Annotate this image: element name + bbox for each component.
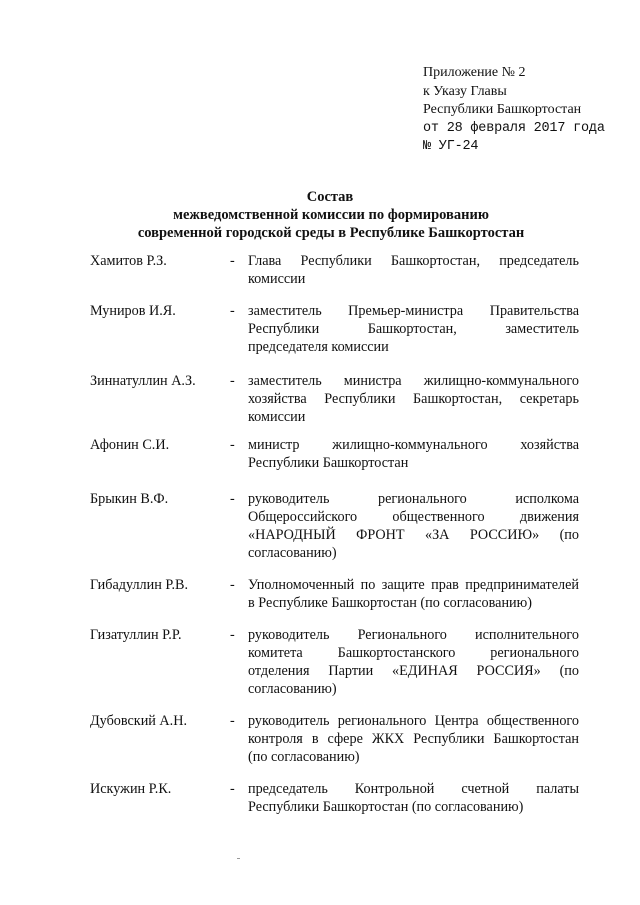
member-dash: - xyxy=(230,373,235,389)
member-role xyxy=(248,780,579,816)
member-list xyxy=(90,252,590,816)
title-line-2: межведомственной комиссии по формированию xyxy=(173,207,489,223)
member-role xyxy=(248,626,579,698)
member-role-line: Общероссийского общественного движения xyxy=(248,509,579,525)
member-role-line: Республики Башкортостан (по согласованию) xyxy=(248,799,524,815)
member-name: Искужин Р.К. xyxy=(90,781,172,797)
member-role-line: комитета Башкортостанского регионального xyxy=(248,645,579,661)
member-role-line: руководитель регионального исполкома xyxy=(248,491,579,507)
member-dash: - xyxy=(230,577,235,593)
member-name: Гизатуллин Р.Р. xyxy=(90,627,182,643)
appendix-republic: Республики Башкортостан xyxy=(423,102,582,117)
member-dash: - xyxy=(230,491,235,507)
member-role-line: руководитель регионального Центра общественного xyxy=(248,713,579,729)
member-name: Гибадуллин Р.В. xyxy=(90,577,189,593)
member-role xyxy=(248,302,579,356)
appendix-decree-ref: к Указу Главы xyxy=(423,83,507,99)
member-role-line: (по согласованию) xyxy=(248,749,360,765)
member-role-line: контроля в сфере ЖКХ Республики Башкортостан xyxy=(248,731,579,747)
member-name: Муниров И.Я. xyxy=(90,303,176,319)
member-entry xyxy=(90,436,590,472)
member-role xyxy=(248,436,579,472)
member-role-line: заместитель Премьер-министра Правительства xyxy=(248,303,579,319)
member-dash: - xyxy=(230,713,235,729)
member-role xyxy=(248,372,579,426)
member-role-line: согласованию) xyxy=(248,545,337,561)
member-role-line: заместитель министра жилищно-коммунального xyxy=(248,373,579,389)
scan-mark xyxy=(237,858,240,859)
member-role-line: министр жилищно-коммунального хозяйства xyxy=(248,437,579,453)
member-dash: - xyxy=(230,253,235,269)
member-role-line: «НАРОДНЫЙ ФРОНТ «ЗА РОССИЮ» (по xyxy=(248,527,579,543)
member-role-line: в Республике Башкортостан (по согласованию) xyxy=(248,595,532,611)
member-role-line: руководитель Регионального исполнительного xyxy=(248,627,579,643)
title-main: Состав xyxy=(306,189,354,205)
member-role-line: хозяйства Республики Башкортостан, секретарь xyxy=(248,391,579,407)
member-entry xyxy=(90,490,590,562)
member-entry xyxy=(90,302,590,356)
member-name: Афонин С.И. xyxy=(90,437,170,453)
member-role xyxy=(248,712,579,766)
member-role-line: председателя комиссии xyxy=(248,339,389,355)
member-role-line: Республики Башкортостан xyxy=(248,455,409,471)
member-entry xyxy=(90,712,590,766)
appendix-date: от 28 февраля 2017 года xyxy=(423,120,605,136)
member-name: Зиннатуллин А.З. xyxy=(90,373,196,389)
member-role xyxy=(248,576,579,612)
member-entry xyxy=(90,626,590,698)
member-role-line: комиссии xyxy=(248,409,306,425)
appendix-decree-number: № УГ-24 xyxy=(423,139,479,154)
member-role-line: Республики Башкортостан, заместитель xyxy=(248,321,579,337)
member-role-line: Глава Республики Башкортостан, председатель xyxy=(248,253,579,269)
member-dash: - xyxy=(230,303,235,319)
member-dash: - xyxy=(230,781,235,797)
member-role-line: Уполномоченный по защите прав предпринимателей xyxy=(248,577,579,593)
document-title xyxy=(0,188,640,242)
member-entry xyxy=(90,780,590,816)
member-name: Хамитов Р.З. xyxy=(90,253,167,269)
member-role xyxy=(248,252,579,288)
member-dash: - xyxy=(230,437,235,453)
appendix-block xyxy=(423,64,605,157)
title-line-3: современной городской среды в Республике Башкортостан xyxy=(137,225,525,241)
member-entry xyxy=(90,252,590,288)
member-role-line: председатель Контрольной счетной палаты xyxy=(248,781,579,797)
member-role-line: отделения Партии «ЕДИНАЯ РОССИЯ» (по xyxy=(248,663,579,679)
member-role-line: комиссии xyxy=(248,271,306,287)
member-name: Дубовский А.Н. xyxy=(90,713,188,729)
member-role xyxy=(248,490,579,562)
member-name: Брыкин В.Ф. xyxy=(90,491,169,507)
member-role-line: согласованию) xyxy=(248,681,337,697)
member-dash: - xyxy=(230,627,235,643)
member-entry xyxy=(90,576,590,612)
member-entry xyxy=(90,372,590,426)
appendix-number: Приложение № 2 xyxy=(423,65,526,80)
